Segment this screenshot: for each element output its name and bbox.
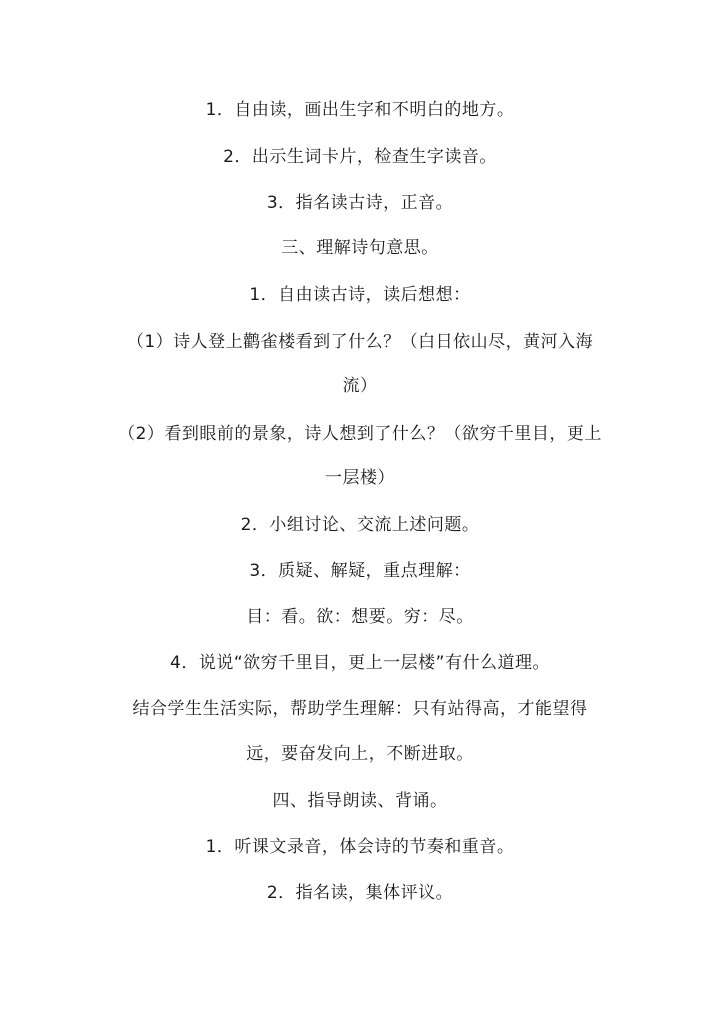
text-line: 流）	[342, 376, 378, 396]
text-line: 1．听课文录音，体会诗的节奏和重音。	[205, 837, 515, 857]
text-line: 2．小组讨论、交流上述问题。	[240, 515, 480, 535]
text-line: 1．自由读，画出生字和不明白的地方。	[205, 100, 515, 120]
section-heading: 三、理解诗句意思。	[281, 238, 439, 258]
text-line: 远，要奋发向上，不断进取。	[246, 744, 474, 764]
text-line: 4．说说“欲穷千里目，更上一层楼”有什么道理。	[170, 653, 550, 673]
section-heading: 四、指导朗读、背诵。	[272, 791, 448, 811]
text-line: 目：看。欲：想要。穷：尽。	[246, 607, 474, 627]
text-line: 2．指名读，集体评议。	[266, 883, 454, 903]
text-line: 结合学生生活实际，帮助学生理解：只有站得高，才能望得	[132, 699, 588, 719]
text-line: （2）看到眼前的景象，诗人想到了什么？（欲穷千里目，更上	[118, 424, 602, 444]
text-line: 2．出示生词卡片，检查生字读音。	[223, 147, 497, 167]
text-line: 一层楼）	[325, 468, 395, 488]
text-line: 1．自由读古诗，读后想想：	[249, 285, 471, 305]
text-line: 3．指名读古诗，正音。	[266, 193, 454, 213]
text-line: 3．质疑、解疑，重点理解：	[249, 561, 471, 581]
text-line: （1）诗人登上鹳雀楼看到了什么？（白日依山尽，黄河入海	[126, 332, 594, 352]
